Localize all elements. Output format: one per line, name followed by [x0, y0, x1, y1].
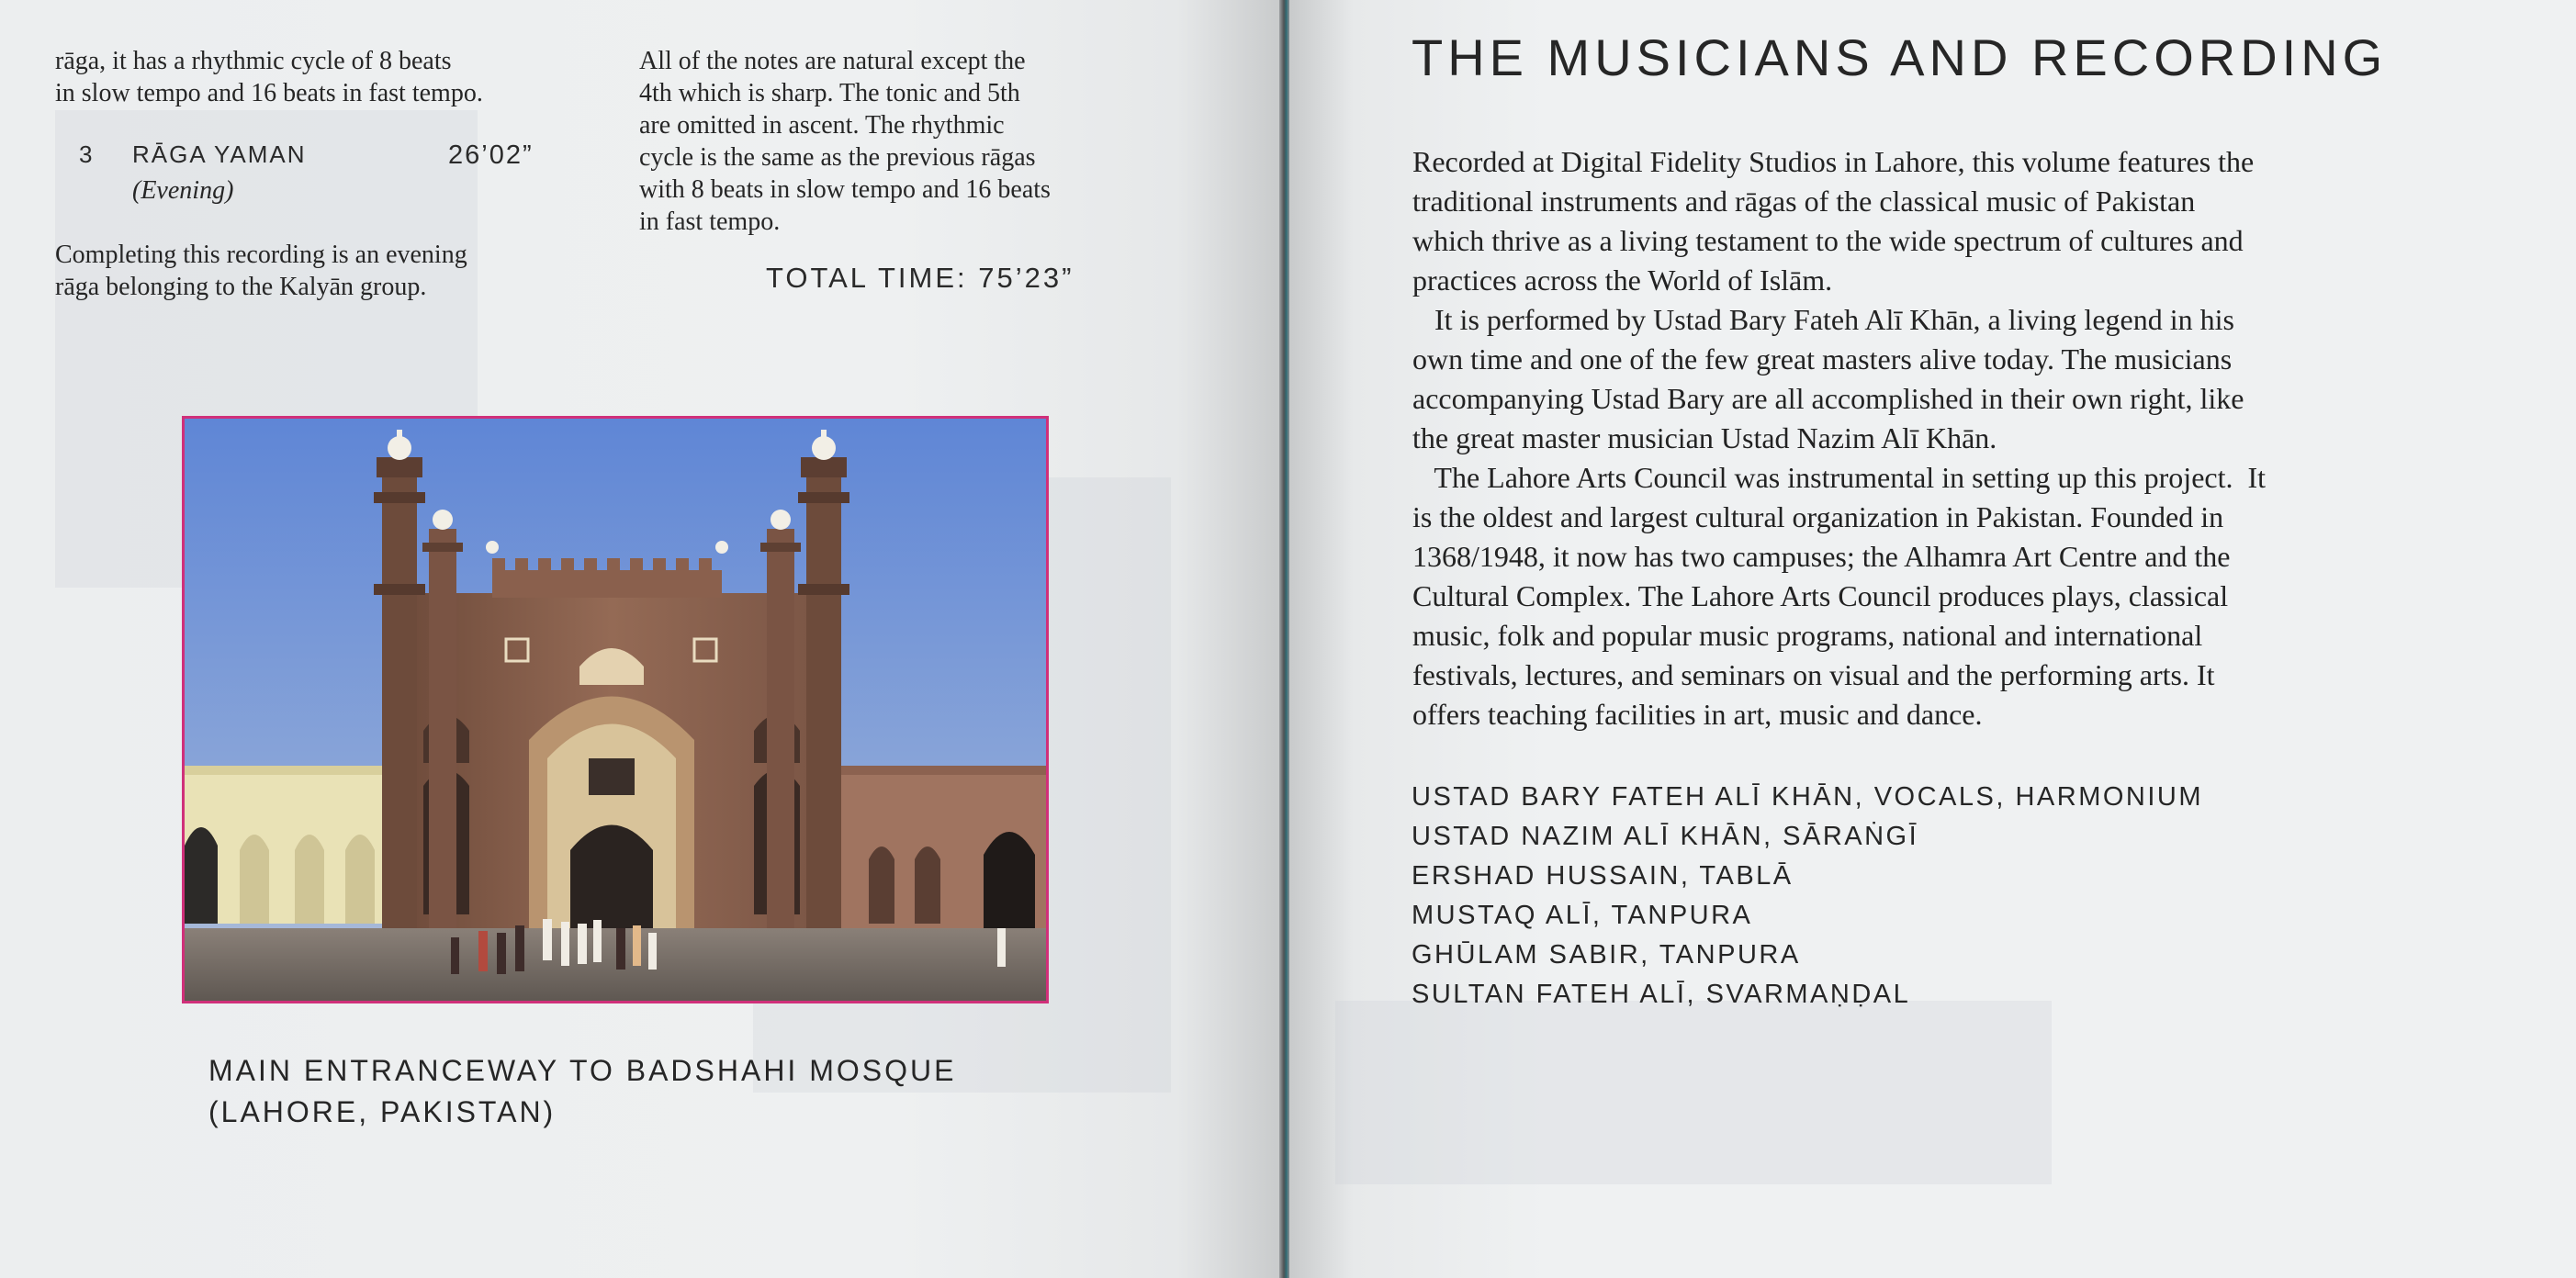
paragraph-line: The Lahore Arts Council was instrumental in setting up this project. It: [1412, 461, 2267, 494]
track-duration: 26’02”: [448, 140, 534, 170]
track-title: RĀGA YAMAN: [132, 140, 307, 168]
paragraph-line: Recorded at Digital Fidelity Studios in Lahore, this volume features the: [1412, 145, 2255, 178]
col1-line: rāga belonging to the Kalyān group.: [55, 273, 427, 301]
col2-line: cycle is the same as the previous rāgas: [639, 143, 1036, 172]
book-spine: [1279, 0, 1289, 1278]
mosque-photo: [182, 416, 1049, 1003]
paragraph-line: 1368/1948, it now has two campuses; the Alhamra Art Centre and the: [1412, 540, 2231, 573]
paragraph-line: the great master musician Ustad Nazim Alī Khān.: [1412, 421, 1997, 454]
paragraph-line: practices across the World of Islām.: [1412, 263, 1833, 297]
mosque-illustration: [185, 419, 1046, 1001]
musician-credit: GHŪLAM SABIR, TANPURA: [1412, 940, 1801, 970]
col1-line: rāga, it has a rhythmic cycle of 8 beats: [55, 47, 452, 75]
page-title: THE MUSICIANS AND RECORDING: [1412, 28, 2388, 86]
paragraph-line: festivals, lectures, and seminars on visual and the performing arts. It: [1412, 658, 2215, 691]
track-subtitle: (Evening): [132, 176, 234, 205]
paragraph-line: Cultural Complex. The Lahore Arts Council produces plays, classical: [1412, 579, 2229, 612]
paragraph-line: own time and one of the few great masters alive today. The musicians: [1412, 342, 2233, 376]
paragraph-line: traditional instruments and rāgas of the classical music of Pakistan: [1412, 185, 2196, 218]
musician-credit: MUSTAQ ALĪ, TANPURA: [1412, 901, 1753, 930]
track-3-row: [73, 140, 588, 174]
photo-caption-line2: (LAHORE, PAKISTAN): [208, 1095, 557, 1128]
paragraph-line: accompanying Ustad Bary are all accomplished in their own right, like: [1412, 382, 2244, 415]
total-time: TOTAL TIME: 75’23”: [766, 262, 1074, 294]
left-page: [0, 0, 1279, 1278]
paragraph-line: is the oldest and largest cultural organization in Pakistan. Founded in: [1412, 500, 2224, 533]
paragraph-line: It is performed by Ustad Bary Fateh Alī Khān, a living legend in his: [1412, 303, 2234, 336]
col2-line: All of the notes are natural except the: [639, 47, 1026, 75]
musician-credit: SULTAN FATEH ALĪ, SVARMAṆḌAL: [1412, 980, 1911, 1009]
col2-line: are omitted in ascent. The rhythmic: [639, 111, 1005, 140]
paragraph-line: which thrive as a living testament to the wide spectrum of cultures and: [1412, 224, 2244, 257]
col1-line: in slow tempo and 16 beats in fast tempo.: [55, 79, 483, 107]
musician-credit: USTAD NAZIM ALĪ KHĀN, SĀRAṄGĪ: [1412, 822, 1919, 851]
paragraph-line: music, folk and popular music programs, national and international: [1412, 619, 2203, 652]
col2-line: in fast tempo.: [639, 207, 781, 236]
show-through-panel: [1335, 1001, 2052, 1184]
photo-caption-line1: MAIN ENTRANCEWAY TO BADSHAHI MOSQUE: [208, 1054, 957, 1087]
col2-line: 4th which is sharp. The tonic and 5th: [639, 79, 1020, 107]
track-number: 3: [79, 140, 95, 168]
col2-line: with 8 beats in slow tempo and 16 beats: [639, 175, 1051, 204]
paragraph-line: offers teaching facilities in art, music and dance.: [1412, 698, 1983, 731]
musician-credit: USTAD BARY FATEH ALĪ KHĀN, VOCALS, HARMONIUM: [1412, 782, 2204, 812]
musician-credit: ERSHAD HUSSAIN, TABLĀ: [1412, 861, 1794, 891]
col1-line: Completing this recording is an evening: [55, 241, 467, 269]
